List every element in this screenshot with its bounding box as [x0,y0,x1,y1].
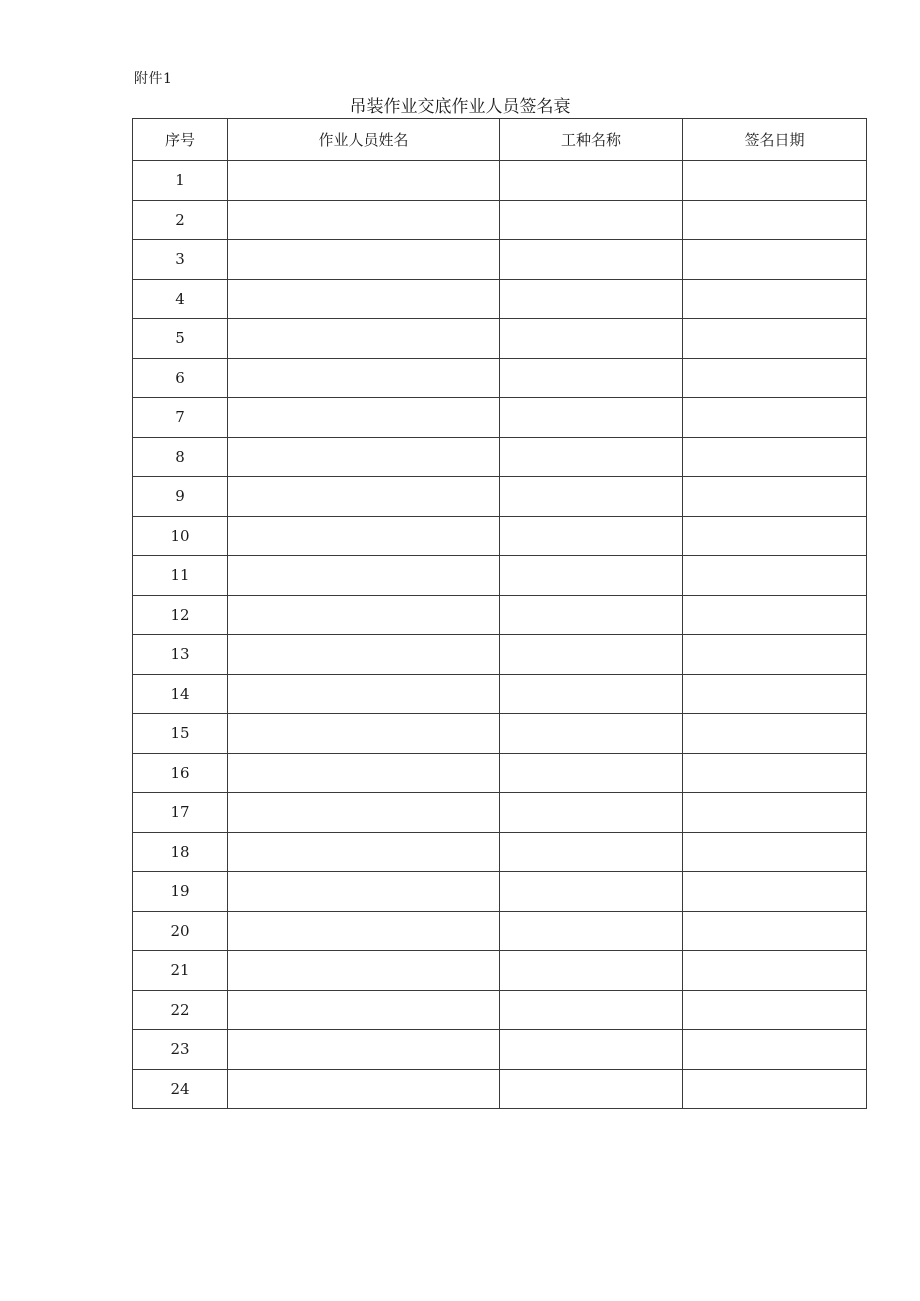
table-row [133,714,867,754]
sign-date-cell[interactable] [683,911,867,951]
job-type-cell[interactable] [500,1069,683,1109]
row-serial-number: 2 [133,200,228,240]
row-serial-number: 6 [133,358,228,398]
worker-name-cell[interactable] [228,951,500,991]
row-serial-number: 20 [133,911,228,951]
sign-date-cell[interactable] [683,516,867,556]
row-serial-number: 1 [133,161,228,201]
worker-name-cell[interactable] [228,200,500,240]
job-type-cell[interactable] [500,793,683,833]
sign-date-cell[interactable] [683,1030,867,1070]
sign-date-cell[interactable] [683,556,867,596]
job-type-cell[interactable] [500,398,683,438]
row-serial-number: 4 [133,279,228,319]
signature-table [132,118,867,1109]
table-row [133,1030,867,1070]
worker-name-cell[interactable] [228,358,500,398]
worker-name-cell[interactable] [228,516,500,556]
worker-name-cell[interactable] [228,1030,500,1070]
sign-date-cell[interactable] [683,161,867,201]
table-row [133,832,867,872]
job-type-cell[interactable] [500,832,683,872]
worker-name-cell[interactable] [228,674,500,714]
header-job-type: 工种名称 [500,119,683,161]
job-type-cell[interactable] [500,477,683,517]
sign-date-cell[interactable] [683,674,867,714]
job-type-cell[interactable] [500,358,683,398]
table-row [133,635,867,675]
worker-name-cell[interactable] [228,279,500,319]
row-serial-number: 24 [133,1069,228,1109]
sign-date-cell[interactable] [683,635,867,675]
row-serial-number: 18 [133,832,228,872]
sign-date-cell[interactable] [683,595,867,635]
sign-date-cell[interactable] [683,437,867,477]
row-serial-number: 21 [133,951,228,991]
sign-date-cell[interactable] [683,279,867,319]
table-row [133,516,867,556]
sign-date-cell[interactable] [683,477,867,517]
table-row [133,872,867,912]
job-type-cell[interactable] [500,635,683,675]
worker-name-cell[interactable] [228,872,500,912]
page-title: 吊装作业交底作业人员签名衰 [349,97,571,117]
job-type-cell[interactable] [500,990,683,1030]
job-type-cell[interactable] [500,911,683,951]
worker-name-cell[interactable] [228,477,500,517]
table-row [133,1069,867,1109]
sign-date-cell[interactable] [683,832,867,872]
header-worker-name: 作业人员姓名 [228,119,500,161]
worker-name-cell[interactable] [228,398,500,438]
header-sign-date: 签名日期 [683,119,867,161]
row-serial-number: 14 [133,674,228,714]
sign-date-cell[interactable] [683,240,867,280]
table-row [133,990,867,1030]
job-type-cell[interactable] [500,516,683,556]
row-serial-number: 11 [133,556,228,596]
worker-name-cell[interactable] [228,437,500,477]
sign-date-cell[interactable] [683,951,867,991]
worker-name-cell[interactable] [228,635,500,675]
job-type-cell[interactable] [500,674,683,714]
table-row [133,477,867,517]
worker-name-cell[interactable] [228,753,500,793]
worker-name-cell[interactable] [228,161,500,201]
sign-date-cell[interactable] [683,200,867,240]
row-serial-number: 10 [133,516,228,556]
worker-name-cell[interactable] [228,1069,500,1109]
table-row [133,358,867,398]
table-row [133,911,867,951]
row-serial-number: 15 [133,714,228,754]
table-row [133,674,867,714]
row-serial-number: 23 [133,1030,228,1070]
worker-name-cell[interactable] [228,793,500,833]
table-row [133,398,867,438]
job-type-cell[interactable] [500,714,683,754]
sign-date-cell[interactable] [683,319,867,359]
sign-date-cell[interactable] [683,872,867,912]
attachment-label: 附件1 [134,71,173,87]
table-row [133,793,867,833]
table-row [133,319,867,359]
job-type-cell[interactable] [500,161,683,201]
table-row [133,753,867,793]
table-row [133,437,867,477]
job-type-cell[interactable] [500,951,683,991]
table-row [133,951,867,991]
worker-name-cell[interactable] [228,911,500,951]
job-type-cell[interactable] [500,556,683,596]
worker-name-cell[interactable] [228,832,500,872]
table-header-row [133,119,867,161]
job-type-cell[interactable] [500,279,683,319]
row-serial-number: 8 [133,437,228,477]
sign-date-cell[interactable] [683,398,867,438]
sign-date-cell[interactable] [683,793,867,833]
sign-date-cell[interactable] [683,358,867,398]
job-type-cell[interactable] [500,595,683,635]
job-type-cell[interactable] [500,200,683,240]
table-row [133,556,867,596]
table-row [133,240,867,280]
row-serial-number: 12 [133,595,228,635]
row-serial-number: 7 [133,398,228,438]
job-type-cell[interactable] [500,240,683,280]
table-row [133,595,867,635]
sign-date-cell[interactable] [683,714,867,754]
row-serial-number: 16 [133,753,228,793]
job-type-cell[interactable] [500,1030,683,1070]
worker-name-cell[interactable] [228,319,500,359]
sign-date-cell[interactable] [683,990,867,1030]
sign-date-cell[interactable] [683,1069,867,1109]
row-serial-number: 22 [133,990,228,1030]
row-serial-number: 5 [133,319,228,359]
worker-name-cell[interactable] [228,990,500,1030]
table-row [133,161,867,201]
worker-name-cell[interactable] [228,714,500,754]
job-type-cell[interactable] [500,319,683,359]
table-body [133,161,867,1109]
row-serial-number: 19 [133,872,228,912]
worker-name-cell[interactable] [228,595,500,635]
worker-name-cell[interactable] [228,240,500,280]
row-serial-number: 13 [133,635,228,675]
row-serial-number: 9 [133,477,228,517]
row-serial-number: 3 [133,240,228,280]
sign-date-cell[interactable] [683,753,867,793]
job-type-cell[interactable] [500,872,683,912]
job-type-cell[interactable] [500,437,683,477]
header-serial-number: 序号 [133,119,228,161]
row-serial-number: 17 [133,793,228,833]
worker-name-cell[interactable] [228,556,500,596]
table-row [133,279,867,319]
job-type-cell[interactable] [500,753,683,793]
table-row [133,200,867,240]
